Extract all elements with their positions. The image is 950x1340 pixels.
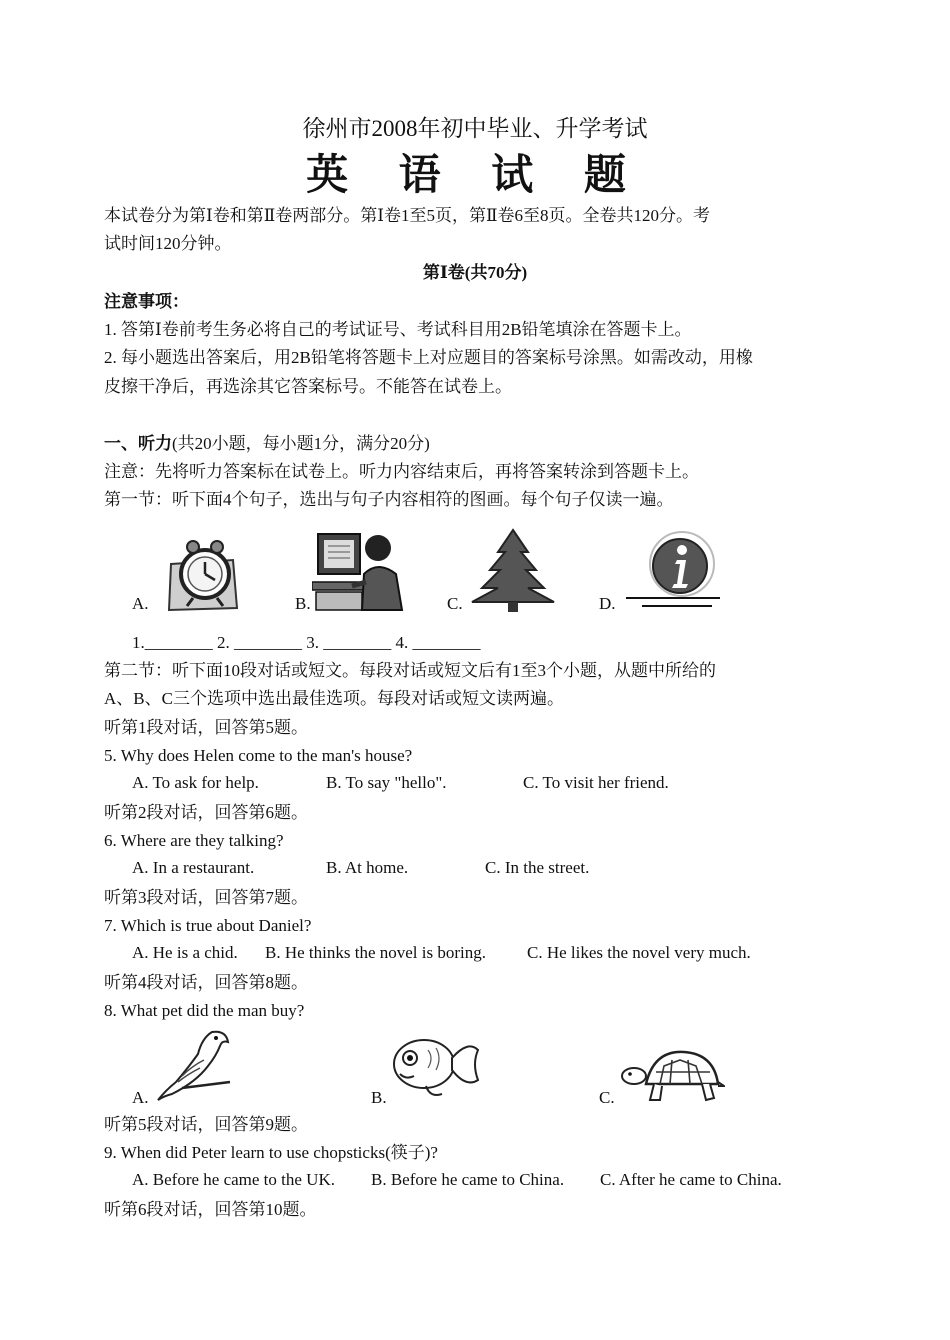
- question-9: 9. When did Peter learn to use chopsticks(筷子)?: [104, 1143, 438, 1162]
- section1-instructions: 第一节：听下面4个句子，选出与句子内容相符的图画。每个句子仅读一遍。: [104, 490, 674, 509]
- dialogue-cue-3: 听第3段对话，回答第7题。: [104, 888, 308, 907]
- information-sign-icon: [622, 528, 722, 610]
- listening-heading: [104, 433, 430, 455]
- dialogue-cue-5: 听第5段对话，回答第9题。: [104, 1115, 308, 1134]
- q9-option-c: C. After he came to China.: [600, 1170, 782, 1189]
- dialogue-cue-2: 听第2段对话，回答第6题。: [104, 803, 308, 822]
- computer-user-icon: [312, 530, 407, 612]
- part1-heading: 第Ⅰ卷(共70分): [422, 263, 528, 282]
- section2-instructions-1: 第二节：听下面10段对话或短文。每段对话或短文后有1至3个小题，从题中所给的: [104, 661, 716, 680]
- notice-item-2b: 皮擦干净后，再选涂其它答案标号。不能答在试卷上。: [104, 377, 512, 396]
- q9-option-b: B. Before he came to China.: [371, 1170, 565, 1189]
- turtle-icon: [620, 1046, 725, 1104]
- question-7: 7. Which is true about Daniel?: [104, 916, 312, 935]
- dialogue-cue-6: 听第6段对话，回答第10题。: [104, 1200, 317, 1219]
- pic-label-b: B.: [295, 594, 311, 613]
- goldfish-icon: [386, 1030, 481, 1100]
- listening-heading-rest: (共20小题，每小题1分，满分20分): [172, 434, 430, 453]
- exam-title: 徐州市2008年初中毕业、升学考试: [302, 116, 648, 141]
- listening-note: 注意：先将听力答案标在试卷上。听力内容结束后，再将答案转涂到答题卡上。: [104, 462, 699, 481]
- q8-option-a: A.: [132, 1088, 149, 1107]
- parrot-icon: [152, 1026, 237, 1102]
- pic-label-a: A.: [132, 594, 149, 613]
- question-8: 8. What pet did the man buy?: [104, 1001, 305, 1020]
- q8-option-b: B.: [371, 1088, 387, 1107]
- notice-item-1: 1. 答第Ⅰ卷前考生务必将自己的考试证号、考试科目用2B铅笔填涂在答题卡上。: [104, 320, 692, 339]
- answer-blanks: 1.________ 2. ________ 3. ________ 4. ________: [132, 633, 481, 652]
- alarm-clock-icon: [165, 534, 240, 612]
- exam-subject-title: 英 语 试 题: [306, 150, 644, 199]
- q7-option-c: C. He likes the novel very much.: [527, 943, 751, 962]
- q7-option-a: A. He is a chid.: [132, 943, 238, 962]
- question-6: 6. Where are they talking?: [104, 831, 284, 850]
- question-5: 5. Why does Helen come to the man's house?: [104, 746, 413, 765]
- q6-option-b: B. At home.: [326, 858, 409, 877]
- notice-heading: 注意事项：: [104, 292, 189, 311]
- listening-heading-bold: 一、听力: [104, 434, 172, 453]
- q7-option-b: B. He thinks the novel is boring.: [265, 943, 486, 962]
- pic-label-d: D.: [599, 594, 616, 613]
- q6-option-a: A. In a restaurant.: [132, 858, 255, 877]
- intro-line-1: 本试卷分为第Ⅰ卷和第Ⅱ卷两部分。第Ⅰ卷1至5页，第Ⅱ卷6至8页。全卷共120分。考: [104, 206, 711, 225]
- section2-instructions-2: A、B、C三个选项中选出最佳选项。每段对话或短文读两遍。: [104, 689, 564, 708]
- pic-label-c: C.: [447, 594, 463, 613]
- q6-option-c: C. In the street.: [485, 858, 590, 877]
- q5-option-a: A. To ask for help.: [132, 773, 259, 792]
- q5-option-c: C. To visit her friend.: [523, 773, 669, 792]
- q5-option-b: B. To say "hello".: [326, 773, 447, 792]
- pine-tree-icon: [466, 528, 561, 612]
- notice-item-2a: 2. 每小题选出答案后，用2B铅笔将答题卡上对应题目的答案标号涂黑。如需改动，用橡: [104, 348, 753, 367]
- intro-line-2: 试时间120分钟。: [104, 234, 232, 253]
- q8-option-c: C.: [599, 1088, 615, 1107]
- q9-option-a: A. Before he came to the UK.: [132, 1170, 335, 1189]
- dialogue-cue-1: 听第1段对话，回答第5题。: [104, 718, 308, 737]
- dialogue-cue-4: 听第4段对话，回答第8题。: [104, 973, 308, 992]
